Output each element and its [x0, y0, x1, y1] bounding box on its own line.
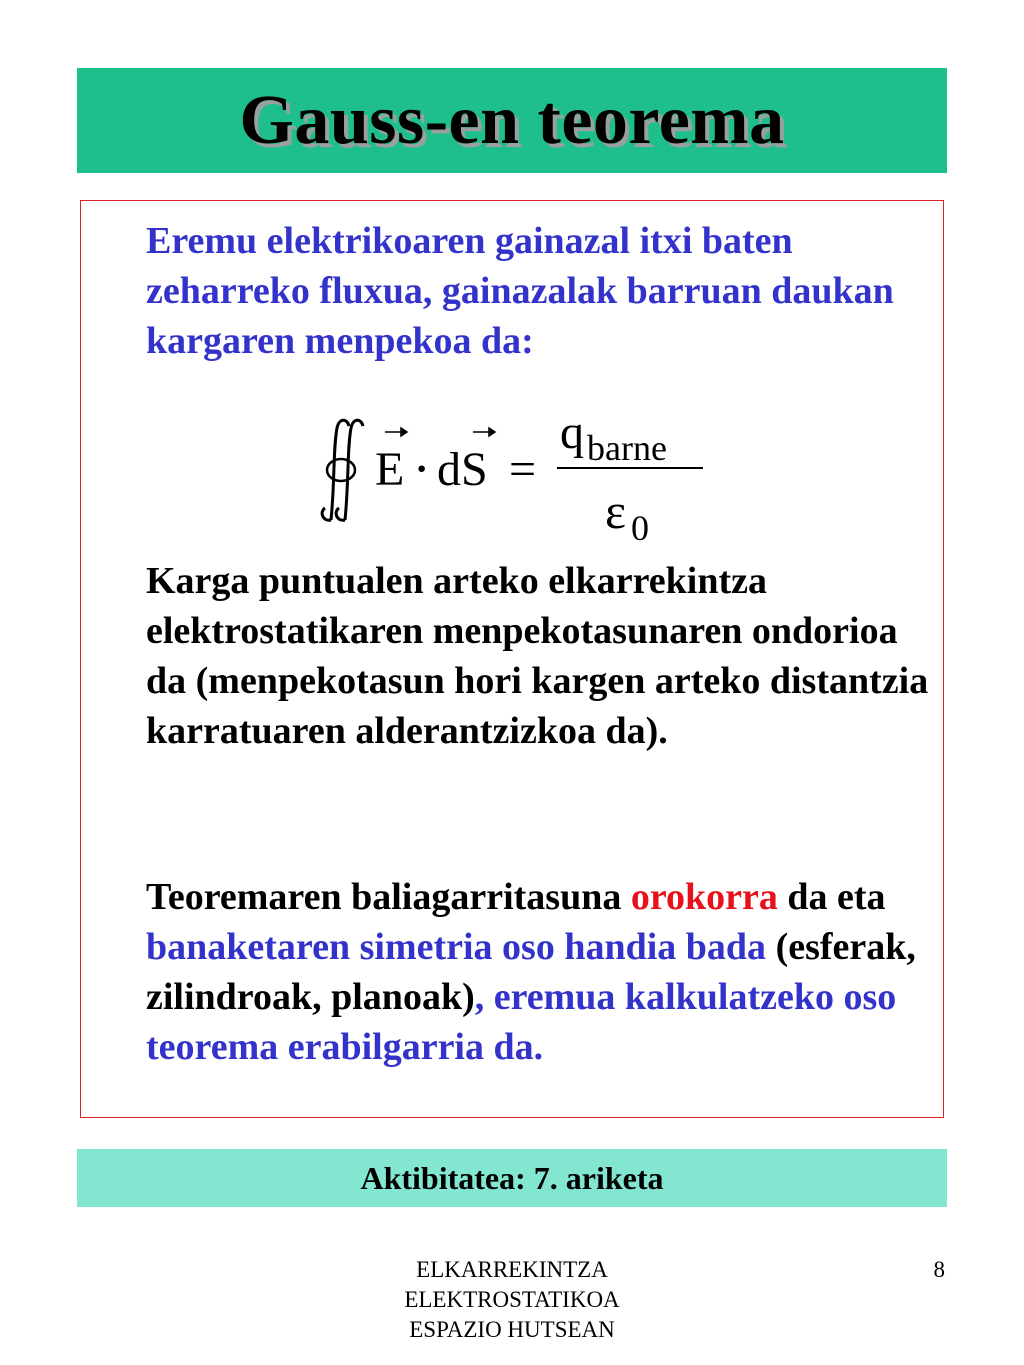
- dot-operator: ·: [415, 446, 429, 491]
- highlight-symmetry: banaketaren simetria oso handia bada: [146, 926, 767, 968]
- highlight-general: orokorra: [630, 876, 778, 918]
- usefulness-examples: (esferak, zilindroak, planoak): [146, 926, 916, 1018]
- activity-bar: [77, 1149, 947, 1207]
- highlight-conclusion: , eremua kalkulatzeko oso teorema erabilgarria da.: [146, 976, 897, 1068]
- activity-label: Aktibitatea: 7. ariketa: [360, 1159, 664, 1196]
- vector-arrow-icon: [385, 428, 495, 436]
- paragraph-origin: Karga puntualen arteko elkarrekintza elektrostatikaren menpekotasunaren ondorioa da (menpekotasun hori kargen arteko distantzia karratuaren alderantzizkoa da).: [146, 560, 929, 752]
- closed-surface-integral-icon: [322, 420, 363, 520]
- gauss-formula: [305, 400, 725, 560]
- usefulness-text-1: Teoremaren baliagarritasuna: [146, 876, 631, 918]
- usefulness-text-2: da eta: [777, 876, 886, 918]
- numerator-subscript: barne: [587, 428, 667, 468]
- footer-line-3: ESPAZIO HUTSEAN: [409, 1317, 615, 1342]
- denominator-subscript: 0: [631, 508, 649, 548]
- footer-title: [362, 1255, 662, 1345]
- paragraph-usefulness: [146, 872, 936, 1072]
- footer-line-1: ELKARREKINTZA: [416, 1257, 608, 1282]
- title-bar: [77, 68, 947, 173]
- paragraph-definition: Eremu elektrikoaren gainazal itxi baten zeharreko fluxua, gainazalak barruan daukan kargaren menpekoa da:: [146, 220, 894, 362]
- vector-ds: dS: [437, 443, 488, 496]
- vector-e: E: [375, 443, 405, 496]
- numerator-q: q: [560, 406, 584, 459]
- denominator-epsilon: ε: [605, 483, 626, 539]
- equals-sign: =: [509, 443, 537, 496]
- slide-title: Gauss-en teorema: [239, 81, 785, 159]
- page-number: 8: [933, 1257, 945, 1282]
- footer-line-2: ELEKTROSTATIKOA: [404, 1287, 620, 1312]
